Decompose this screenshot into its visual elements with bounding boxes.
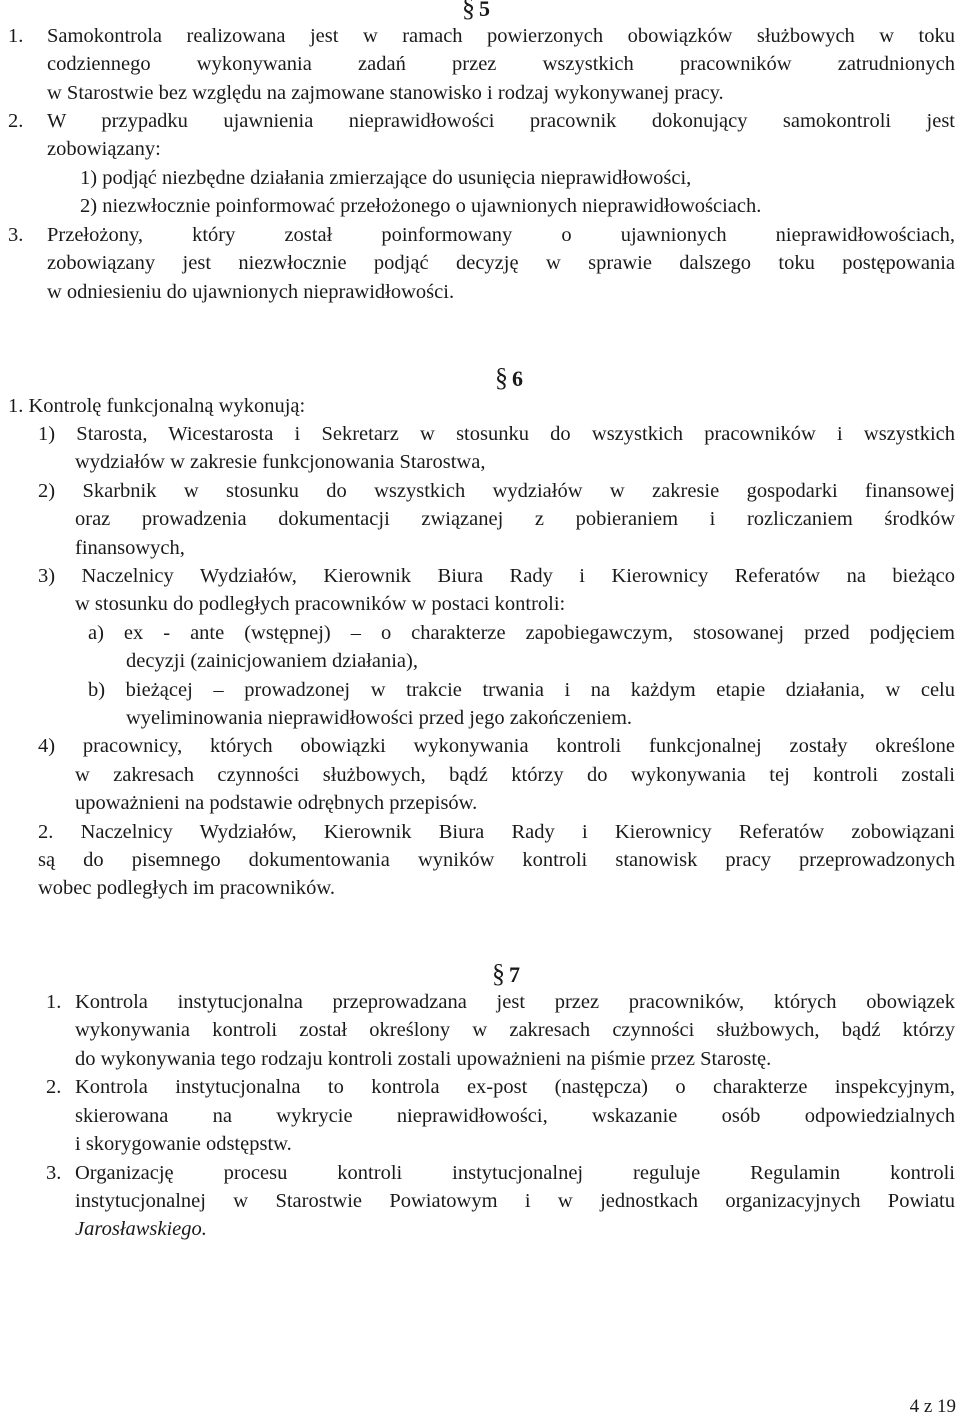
s7-p2-line3: i skorygowanie odstępstw. (75, 1133, 292, 1155)
section-7-heading: § 7 (492, 959, 520, 988)
section-6-heading: § 6 (495, 363, 523, 392)
s7-p1-line1: Kontrola instytucjonalna przeprowadzana jest przez pracowników, których obowiązek (75, 991, 955, 1013)
s5-p1-line2: codziennego wykonywania zadań przez wszystkich pracowników zatrudnionych (47, 53, 955, 75)
s6-item3-line1: 3) Naczelnicy Wydziałów, Kierownik Biura Rady i Kierownicy Referatów na bieżąco (38, 565, 955, 587)
s5-p2-item2: 2) niezwłocznie poinformować przełożonego o ujawnionych nieprawidłowościach. (80, 195, 762, 217)
s5-p3-line2: zobowiązany jest niezwłocznie podjąć decyzję w sprawie dalszego toku postępowania (47, 252, 955, 274)
section-5-heading: § 5 (462, 0, 490, 23)
s6-item3a-line2: decyzji (zainicjowaniem działania), (126, 650, 418, 672)
s6-item2-line2: oraz prowadzenia dokumentacji związanej z pobieraniem i rozliczaniem środków (75, 508, 955, 530)
s6-item3a-line1: a) ex - ante (wstępnej) – o charakterze zapobiegawczym, stosowanej przed podjęciem (88, 622, 955, 644)
section-sign-icon: § (495, 363, 508, 392)
s6-item3b-line1: b) bieżącej – prowadzonej w trakcie trwania i na każdym etapie działania, w celu (88, 679, 955, 701)
s7-p1-line3: do wykonywania tego rodzaju kontroli zostali upoważnieni na piśmie przez Starostę. (75, 1048, 772, 1070)
s7-p1-number: 1. (46, 991, 62, 1013)
s7-p3-line2: instytucjonalnej w Starostwie Powiatowym i w jednostkach organizacyjnych Powiatu (75, 1190, 955, 1212)
s7-p2-line1: Kontrola instytucjonalna to kontrola ex-post (następcza) o charakterze inspekcyjnym, (75, 1076, 955, 1098)
s5-p2-number: 2. (8, 110, 24, 132)
s6-item2-line1: 2) Skarbnik w stosunku do wszystkich wydziałów w zakresie gospodarki finansowej (38, 480, 955, 502)
s5-p3-line1: Przełożony, który został poinformowany o ujawnionych nieprawidłowościach, (47, 224, 955, 246)
s5-p2-line1: W przypadku ujawnienia nieprawidłowości pracownik dokonujący samokontroli jest (47, 110, 955, 132)
s6-p2-line3: wobec podległych im pracowników. (38, 877, 335, 899)
s7-p1-line2: wykonywania kontroli został określony w zakresach czynności służbowych, bądź którzy (75, 1019, 955, 1041)
s5-p1-number: 1. (8, 25, 24, 47)
s5-p2-line2: zobowiązany: (47, 138, 161, 160)
section-sign-icon: § (462, 0, 475, 22)
s6-p2-line1: 2. Naczelnicy Wydziałów, Kierownik Biura Rady i Kierownicy Referatów zobowiązani (38, 821, 955, 843)
s5-p1-line1: Samokontrola realizowana jest w ramach powierzonych obowiązków służbowych w toku (47, 25, 955, 47)
section-sign-icon: § (492, 959, 505, 988)
s6-item1-line2: wydziałów w zakresie funkcjonowania Starostwa, (75, 451, 486, 473)
s5-p3-number: 3. (8, 224, 24, 246)
s7-p2-number: 2. (46, 1076, 62, 1098)
s6-item4-line3: upoważnieni na podstawie odrębnych przepisów. (75, 792, 478, 814)
s6-item4-line2: w zakresach czynności służbowych, bądź którzy do wykonywania tej kontroli zostali (75, 764, 955, 786)
s7-p3-line1: Organizację procesu kontroli instytucjonalnej reguluje Regulamin kontroli (75, 1162, 955, 1184)
s6-p2-line2: są do pisemnego dokumentowania wyników kontroli stanowisk pracy przeprowadzonych (38, 849, 955, 871)
s6-item1-line1: 1) Starosta, Wicestarosta i Sekretarz w stosunku do wszystkich pracowników i wszystkich (38, 423, 955, 445)
s5-p2-item1: 1) podjąć niezbędne działania zmierzające do usunięcia nieprawidłowości, (80, 167, 692, 189)
page-number: 4 z 19 (909, 1396, 956, 1417)
s6-item3b-line2: wyeliminowania nieprawidłowości przed jego zakończeniem. (126, 707, 633, 729)
s7-p2-line2: skierowana na wykrycie nieprawidłowości, wskazanie osób odpowiedzialnych (75, 1105, 955, 1127)
s6-p1: 1. Kontrolę funkcjonalną wykonują: (8, 395, 306, 417)
s6-item2-line3: finansowych, (75, 537, 185, 559)
s7-p3-line3: Jarosławskiego. (75, 1218, 207, 1240)
s5-p1-line3: w Starostwie bez względu na zajmowane stanowisko i rodzaj wykonywanej pracy. (47, 82, 724, 104)
s6-item4-line1: 4) pracownicy, których obowiązki wykonywania kontroli funkcjonalnej zostały określone (38, 735, 955, 757)
s6-item3-line2: w stosunku do podległych pracowników w postaci kontroli: (75, 593, 566, 615)
s7-p3-number: 3. (46, 1162, 62, 1184)
s5-p3-line3: w odniesieniu do ujawnionych nieprawidłowości. (47, 281, 455, 303)
